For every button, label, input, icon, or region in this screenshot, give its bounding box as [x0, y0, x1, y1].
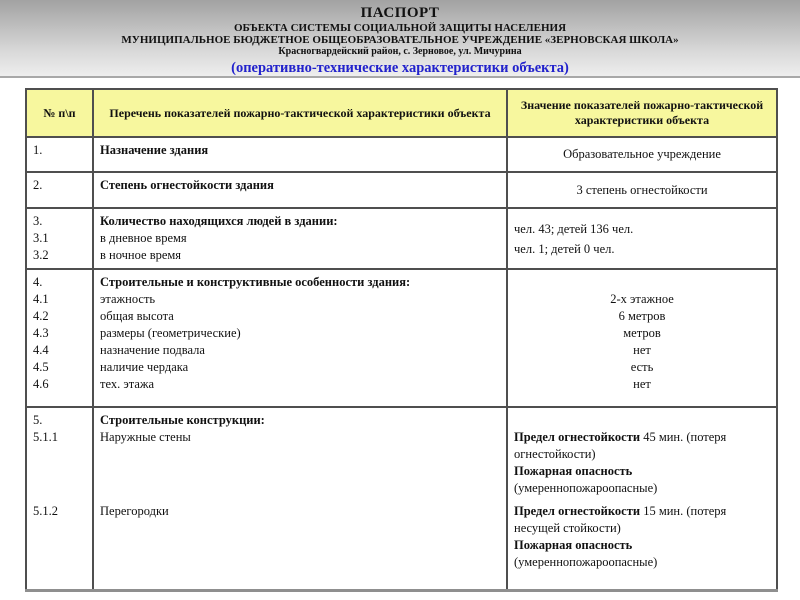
row-3-values	[507, 208, 777, 269]
accent-subtitle: (оперативно-технические характеристики объекта)	[231, 60, 569, 76]
value-bold-text: Предел огнестойкости	[514, 430, 641, 444]
row-subitem: назначение подвала	[100, 343, 205, 357]
row-label: Количество находящихся людей в здании:	[100, 214, 338, 228]
row-number: 4.2	[33, 309, 49, 323]
table-row	[26, 208, 777, 269]
col-header-num: № п\п	[26, 89, 93, 137]
row-2-label: Степень огнестойкости здания	[93, 172, 507, 208]
row-3-numbers	[26, 208, 93, 269]
row-2-number: 2.	[26, 172, 93, 208]
row-number: 5.	[33, 413, 43, 427]
row-subitem: тех. этажа	[100, 377, 155, 391]
row-subitem: Наружные стены	[100, 430, 191, 444]
col-header-indicator: Перечень показателей пожарно-тактической характеристики объекта	[93, 89, 507, 137]
row-subitem: наличие чердака	[100, 360, 189, 374]
row-5-values	[507, 407, 777, 590]
table-header-row	[26, 89, 777, 137]
row-3-labels	[93, 208, 507, 269]
row-subitem: Перегородки	[100, 504, 169, 518]
value-line: есть	[630, 360, 654, 374]
row-number: 3.2	[33, 248, 49, 262]
row-1-label: Назначение здания	[93, 137, 507, 172]
header-band	[0, 0, 800, 78]
row-number: 4.1	[33, 292, 49, 306]
object-subtitle: ОБЪЕКТА СИСТЕМЫ СОЦИАЛЬНОЙ ЗАЩИТЫ НАСЕЛЕНИЯ	[233, 22, 567, 34]
row-label: Строительные и конструктивные особенности здания:	[100, 275, 411, 289]
value-line: огнестойкости)	[514, 447, 596, 461]
table-row	[26, 407, 777, 590]
table-row	[26, 172, 777, 208]
value-line: 2-х этажное	[610, 292, 674, 306]
row-subitem: размеры (геометрические)	[100, 326, 241, 340]
row-subitem: этажность	[100, 292, 156, 306]
value-line: чел. 43; детей 136 чел.	[514, 221, 634, 236]
row-subitem: общая высота	[100, 309, 174, 323]
header-text-block	[0, 5, 800, 76]
address-line: Красногвардейский район, с. Зерновое, ул. Мичурина	[278, 46, 522, 57]
row-subitem: в дневное время	[100, 231, 187, 245]
row-number: 4.6	[33, 377, 49, 391]
row-number: 3.1	[33, 231, 49, 245]
value-line: (умереннопожароопасные)	[514, 555, 658, 569]
value-line: чел. 1; детей 0 чел.	[514, 241, 615, 256]
value-line: нет	[633, 377, 651, 391]
row-number: 5.1.2	[33, 504, 58, 518]
value-line	[514, 503, 770, 520]
value-bold-text: Предел огнестойкости	[514, 504, 641, 518]
passport-title: ПАСПОРТ	[360, 5, 440, 21]
row-subitem: в ночное время	[100, 248, 182, 262]
value-text: 15 мин. (потеря	[640, 504, 727, 518]
row-5-numbers	[26, 407, 93, 590]
row-number: 4.3	[33, 326, 49, 340]
table-row	[26, 269, 777, 407]
row-number: 5.1.1	[33, 430, 58, 444]
row-1-number: 1.	[26, 137, 93, 172]
row-number: 4.	[33, 275, 43, 289]
row-4-numbers	[26, 269, 93, 407]
value-line: нет	[633, 343, 651, 357]
institution-name: МУНИЦИПАЛЬНОЕ БЮДЖЕТНОЕ ОБЩЕОБРАЗОВАТЕЛЬНОЕ УЧРЕЖДЕНИЕ «ЗЕРНОВСКАЯ ШКОЛА»	[121, 34, 679, 46]
row-number: 3.	[33, 214, 43, 228]
value-line: (умереннопожароопасные)	[514, 481, 658, 495]
row-2-value: 3 степень огнестойкости	[507, 172, 777, 208]
row-number: 4.5	[33, 360, 49, 374]
row-number: 4.4	[33, 343, 49, 357]
row-5-labels	[93, 407, 507, 590]
row-4-values	[507, 269, 777, 407]
value-line: Пожарная опасность	[514, 538, 633, 552]
value-text: 45 мин. (потеря	[640, 430, 727, 444]
value-line: 6 метров	[618, 309, 666, 323]
row-4-labels	[93, 269, 507, 407]
value-line: Пожарная опасность	[514, 464, 633, 478]
spacer	[514, 412, 770, 429]
row-1-value: Образовательное учреждение	[507, 137, 777, 172]
row-label: Строительные конструкции:	[100, 413, 265, 427]
value-line: несущей стойкости)	[514, 521, 621, 535]
value-line	[514, 429, 770, 446]
value-line: метров	[623, 326, 661, 340]
spacer	[514, 274, 770, 291]
table-row	[26, 137, 777, 172]
characteristics-table	[25, 88, 778, 592]
col-header-value: Значение показателей пожарно-тактической характеристики объекта	[507, 89, 777, 137]
